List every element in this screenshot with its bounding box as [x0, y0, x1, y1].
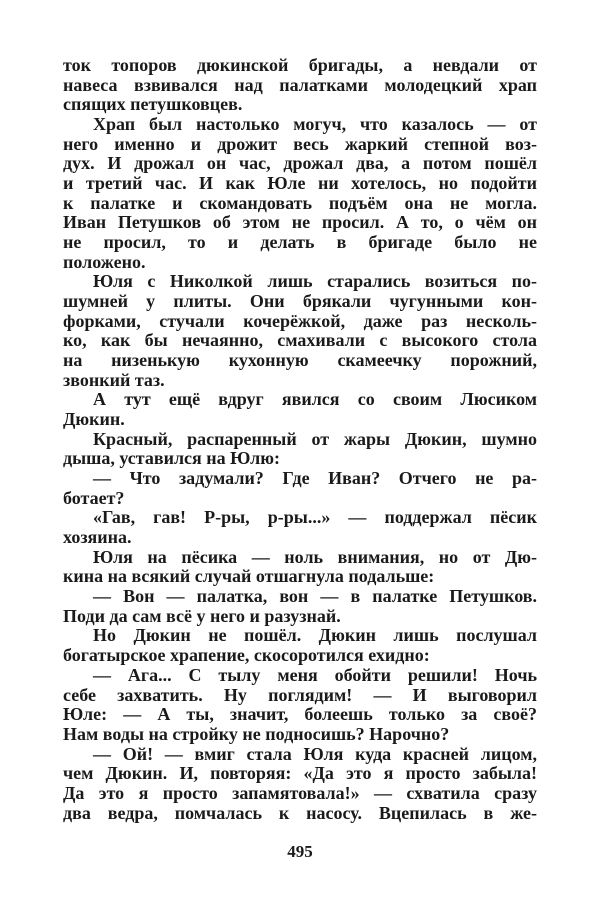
text-line: — Ой! — вмиг стала Юля куда красней лицом, [93, 744, 537, 764]
text-line: кина на всякий случай отшагнула подальше: [63, 567, 435, 587]
text-line: Иван Петушков об этом не просил. А то, о чём он [63, 213, 537, 233]
text-line: спящих петушковцев. [63, 95, 243, 115]
text-line: положено. [63, 252, 146, 272]
text-line: богатырское храпение, скосоротился ехидно: [63, 646, 430, 666]
page-body-text [63, 56, 537, 823]
text-line: Нам воды на стройку не подносишь? Нарочно? [63, 724, 450, 744]
text-line: навеса взвивался над палатками молодецкий храп [63, 75, 537, 95]
text-line: хозяина. [63, 528, 132, 548]
text-line: на низенькую кухонную скамеечку порожний, [63, 351, 537, 371]
text-line: Но Дюкин не пошёл. Дюкин лишь послушал [93, 626, 537, 646]
text-line: А тут ещё вдруг явился со своим Люсиком [93, 390, 537, 410]
text-line: Юля на пёсика — ноль внимания, но от Дю- [93, 547, 537, 567]
text-line: к палатке и скомандовать подъём она не могла. [63, 193, 537, 213]
text-line: Да это я просто запамятовала!» — схватила сразу [63, 783, 537, 803]
text-line: два ведра, помчалась к насосу. Вцепилась в же- [63, 803, 537, 823]
text-line: Красный, распаренный от жары Дюкин, шумно [93, 429, 537, 449]
text-line: Юле: — А ты, значит, болеешь только за своё? [63, 705, 537, 725]
text-line: шумней у плиты. Они брякали чугунными кон- [63, 292, 537, 312]
text-line: дух. И дрожал он час, дрожал два, а потом пошёл [63, 154, 537, 174]
text-line: ток топоров дюкинской бригады, а невдали от [63, 56, 537, 75]
page-number: 495 [287, 842, 313, 861]
text-line: Дюкин. [63, 410, 125, 430]
text-line: «Гав, гав! Р-ры, р-ры...» — поддержал пёсик [93, 508, 537, 528]
text-line: ко, как бы нечаянно, смахивали с высокого стола [63, 331, 537, 351]
text-line: не просил, то и делать в бригаде было не [63, 233, 537, 253]
text-line: него именно и дрожит весь жаркий степной воз- [63, 134, 537, 154]
text-line: ботает? [63, 488, 125, 508]
text-line: и третий час. И как Юле ни хотелось, но подойти [63, 174, 537, 194]
text-line: звонкий таз. [63, 370, 165, 390]
text-line: себе захватить. Ну поглядим! — И выговорил [63, 685, 537, 705]
text-line: чем Дюкин. И, повторяя: «Да это я просто забыла! [63, 764, 537, 784]
text-line: — Ага... С тылу меня обойти решили! Ночь [93, 665, 537, 685]
text-line: — Что задумали? Где Иван? Отчего не ра- [93, 469, 537, 489]
text-line: Храп был настолько могуч, что казалось — от [93, 115, 537, 135]
text-line: форками, стучали кочерёжкой, даже раз несколь- [63, 311, 537, 331]
text-line: — Вон — палатка, вон — в палатке Петушков. [93, 587, 537, 607]
text-line: Поди да сам всё у него и разузнай. [63, 606, 341, 626]
text-line: дыша, уставился на Юлю: [63, 449, 281, 469]
text-line: Юля с Николкой лишь старались возиться по- [93, 272, 537, 292]
